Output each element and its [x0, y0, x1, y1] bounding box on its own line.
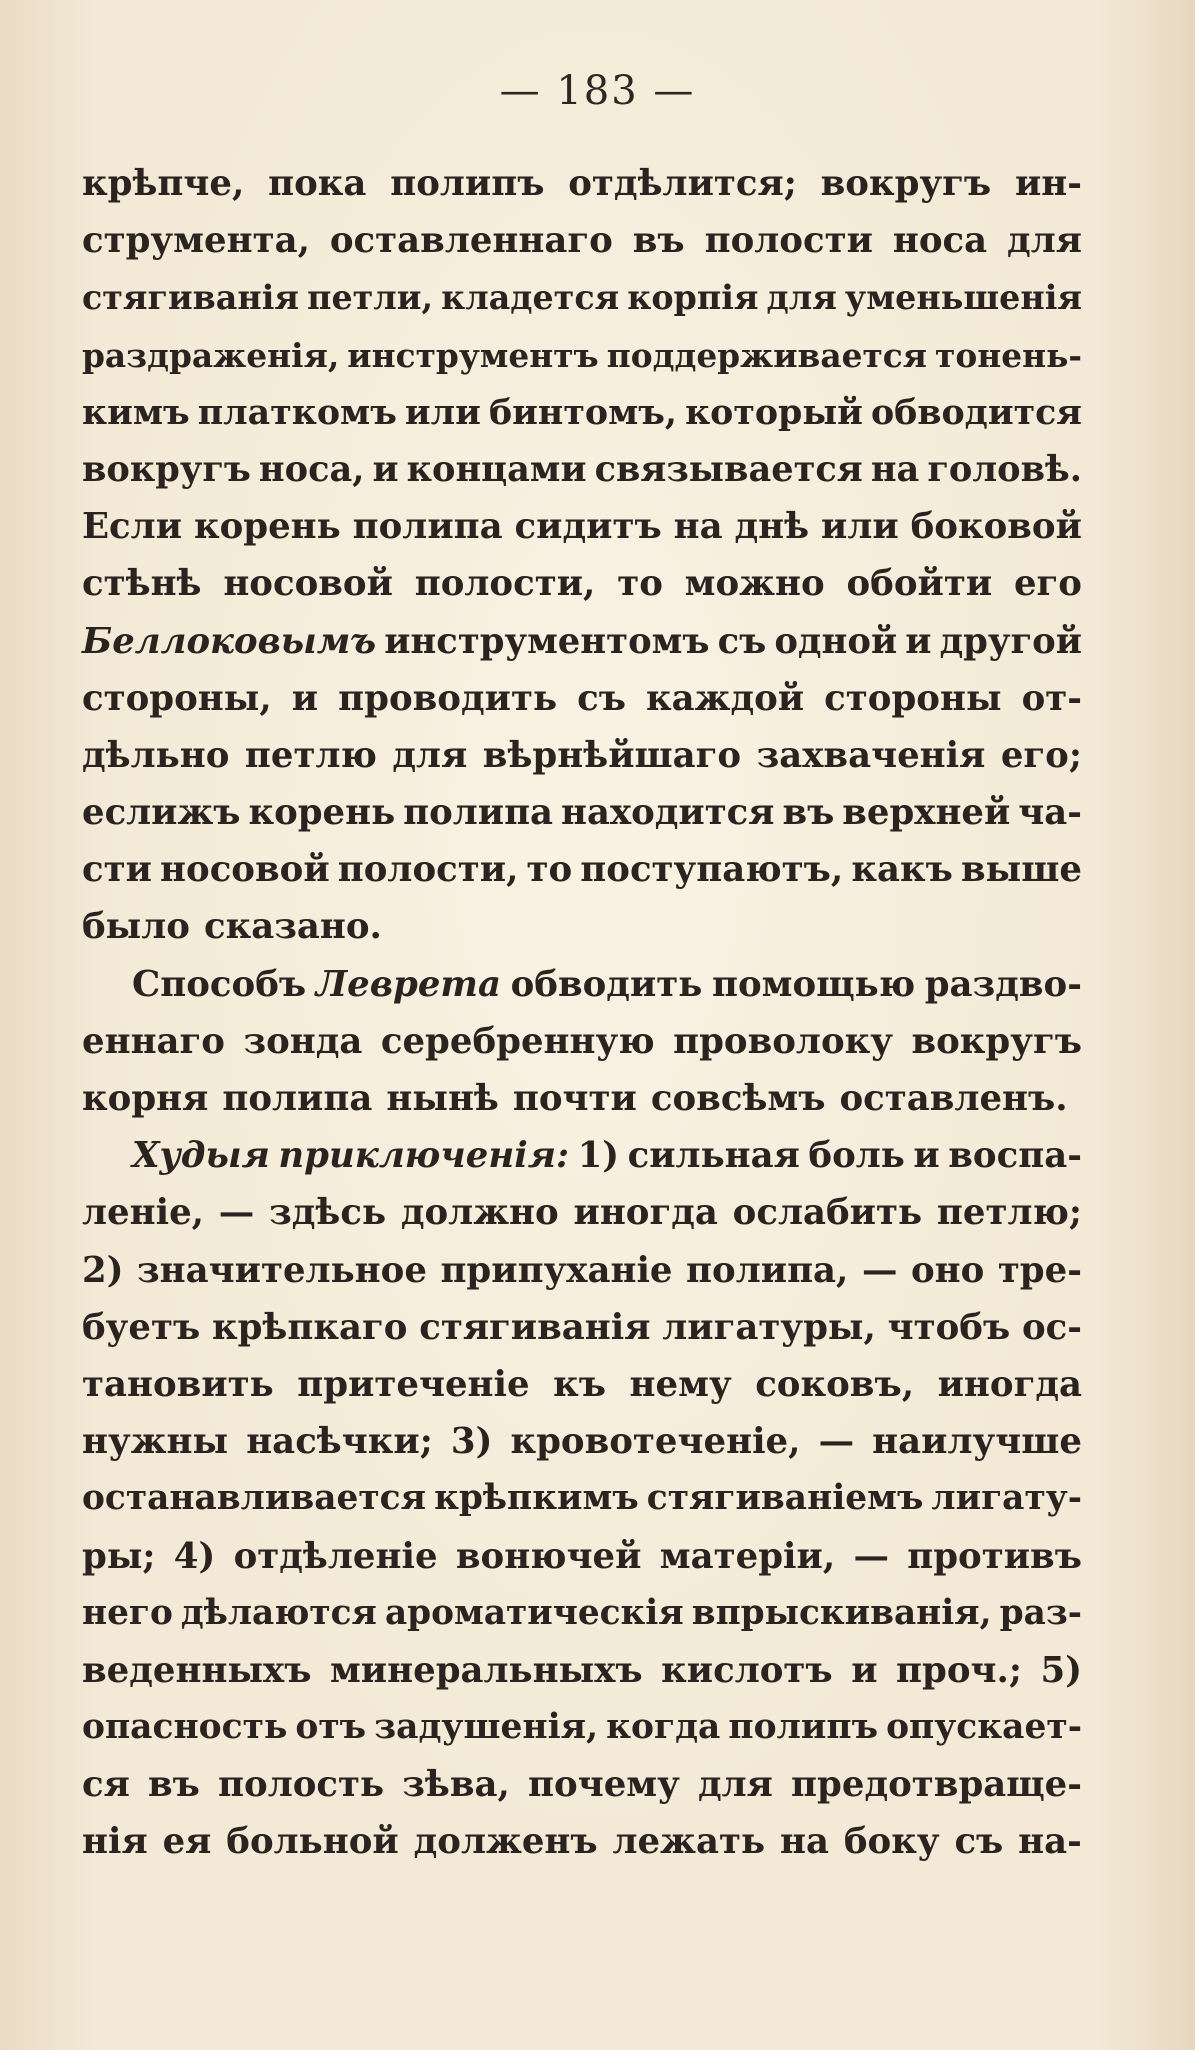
word: головѣ.	[927, 448, 1082, 490]
word: петлю;	[936, 1192, 1082, 1234]
word: ча-	[1018, 792, 1082, 834]
word: противъ	[907, 1535, 1082, 1577]
word: съ	[717, 620, 767, 662]
word: для	[392, 734, 468, 776]
word: для	[1007, 220, 1082, 262]
word: проводить	[338, 677, 558, 719]
word: полипъ	[728, 1707, 879, 1748]
word: полости	[704, 220, 873, 262]
word: корпія	[627, 278, 759, 318]
word: находится	[561, 792, 775, 834]
text-line	[82, 1413, 1082, 1470]
word: буетъ	[82, 1306, 201, 1348]
word: сидитъ	[514, 506, 662, 548]
word: дѣлаются	[180, 1592, 377, 1633]
word: проволоку	[673, 1020, 893, 1062]
word: кимъ	[82, 391, 190, 433]
word: поступаютъ,	[580, 849, 844, 891]
word: на	[779, 1821, 829, 1863]
text-line	[82, 670, 1082, 727]
body-text	[82, 155, 1082, 1871]
text-line	[82, 727, 1082, 784]
word: должно	[400, 1192, 559, 1234]
word: почему	[528, 1764, 680, 1806]
word: ос-	[1021, 1306, 1082, 1348]
word: от-	[1021, 677, 1082, 719]
word: полость	[218, 1764, 385, 1806]
word: дѣльно	[82, 734, 230, 776]
word: съ	[577, 677, 626, 719]
word: тановить	[82, 1363, 274, 1405]
word: обводится	[870, 391, 1082, 433]
text-line	[82, 1070, 1082, 1127]
word: сильная	[627, 1135, 800, 1177]
word: въ	[782, 792, 835, 834]
word: 2)	[82, 1249, 124, 1291]
word: инструментъ	[347, 335, 599, 375]
word: крѣпче,	[82, 163, 245, 204]
word: отдѣлится;	[568, 163, 797, 204]
word: чтобъ	[887, 1306, 1011, 1348]
text-line	[82, 784, 1082, 841]
word: для	[766, 278, 837, 318]
word: когда	[606, 1707, 721, 1748]
word: сти	[82, 849, 152, 891]
word: то	[617, 563, 663, 605]
word: боль	[808, 1135, 905, 1177]
word: раздраженія,	[82, 335, 340, 375]
word: насѣчки;	[246, 1421, 433, 1463]
word: отдѣленіе	[233, 1535, 438, 1577]
word: вокругъ	[82, 448, 251, 490]
word: оставленнаго	[329, 220, 613, 262]
word: зонда	[243, 1020, 363, 1062]
text-line	[82, 1242, 1082, 1299]
word: въ	[147, 1764, 200, 1806]
word: и	[291, 677, 319, 719]
text-line	[82, 1184, 1082, 1241]
word: 1)	[577, 1135, 620, 1177]
word: платкомъ	[197, 391, 397, 433]
word: который	[685, 391, 863, 433]
word: лигатуры,	[662, 1306, 876, 1348]
text-line	[82, 956, 1082, 1013]
word: —	[818, 1421, 855, 1463]
word: тонень-	[935, 335, 1082, 375]
word: или	[404, 391, 481, 433]
word: корень	[193, 506, 341, 548]
word: ин-	[1014, 163, 1082, 204]
word: больной	[226, 1821, 399, 1863]
word: его;	[1000, 734, 1082, 776]
word: струмента,	[82, 220, 310, 262]
word: обводить	[510, 963, 703, 1005]
text-line	[82, 441, 1082, 498]
word: носа,	[258, 448, 365, 490]
word: притеченіе	[297, 1363, 530, 1405]
word: стѣнѣ	[82, 563, 202, 605]
word: пока	[268, 163, 367, 204]
word: ся	[82, 1764, 130, 1806]
word: бинтомъ,	[488, 391, 678, 433]
italic-word: Левретa	[315, 963, 501, 1005]
word: задушенія,	[374, 1707, 599, 1748]
word: боку	[843, 1821, 940, 1863]
word: ея	[162, 1821, 212, 1863]
word: на-	[1018, 1821, 1082, 1863]
word: ароматическія	[384, 1592, 684, 1633]
word: значительное	[137, 1249, 427, 1291]
text-line	[82, 1470, 1082, 1527]
word: носа	[892, 220, 988, 262]
word: поддерживается	[606, 335, 927, 375]
text-line	[82, 841, 1082, 898]
word: боковой	[910, 506, 1082, 548]
word: серебренную	[380, 1020, 655, 1062]
text-line	[82, 1127, 1082, 1184]
text-line	[82, 555, 1082, 612]
word: останавливается	[82, 1478, 426, 1519]
word: петли,	[307, 278, 434, 318]
word: —	[218, 1192, 255, 1234]
word: —	[861, 1249, 898, 1291]
word: днѣ	[734, 506, 810, 548]
word: веденныхъ	[82, 1649, 312, 1691]
word: то	[526, 849, 573, 891]
text-line	[82, 498, 1082, 555]
word: для	[697, 1764, 773, 1806]
word: кислотъ	[661, 1649, 833, 1691]
word: леніе,	[82, 1192, 205, 1234]
word: и	[913, 1135, 940, 1177]
word: ры;	[82, 1535, 156, 1577]
word: припуханіе	[440, 1249, 673, 1291]
word: опасность	[82, 1707, 288, 1748]
word: верхней	[842, 792, 1011, 834]
word: нынѣ	[386, 1078, 499, 1119]
word: впрыскиванія,	[691, 1592, 992, 1633]
word: ослабить	[732, 1192, 923, 1234]
text-line	[82, 327, 1082, 384]
word: раз-	[999, 1592, 1082, 1633]
word: обойти	[846, 563, 993, 605]
word: стягиваніемъ	[646, 1478, 924, 1519]
word: стороны	[824, 677, 1002, 719]
word: здѣсь	[269, 1192, 387, 1234]
word: и	[851, 1649, 878, 1691]
text-line	[82, 613, 1082, 670]
word: его	[1013, 563, 1082, 605]
word: каждой	[645, 677, 805, 719]
word: 3)	[450, 1421, 493, 1463]
word: нія	[82, 1821, 148, 1863]
word: полипа	[222, 1078, 373, 1119]
word: можно	[684, 563, 825, 605]
text-line	[82, 1585, 1082, 1642]
word: совсѣмъ	[650, 1078, 826, 1119]
italic-word: Худыя	[132, 1135, 270, 1177]
word: минеральныхъ	[329, 1649, 643, 1691]
word: другой	[939, 620, 1082, 662]
word: раздво-	[924, 963, 1082, 1005]
word: крѣпкимъ	[434, 1478, 639, 1519]
word: и	[905, 620, 932, 662]
word: соковъ,	[755, 1363, 915, 1405]
word: Если	[82, 506, 183, 548]
text-line	[82, 1642, 1082, 1699]
word: вонючей	[455, 1535, 642, 1577]
text-line	[82, 155, 1082, 212]
text-line	[82, 212, 1082, 269]
word: кладется	[441, 278, 620, 318]
word: корень	[248, 792, 396, 834]
word: стороны,	[82, 677, 272, 719]
word: иногда	[937, 1363, 1082, 1405]
word: и	[372, 448, 399, 490]
word: кровотеченіе,	[510, 1421, 801, 1463]
text-line	[82, 1299, 1082, 1356]
word: захваченія	[756, 734, 986, 776]
word: или	[821, 506, 899, 548]
word: было	[82, 906, 190, 948]
word: полипа	[352, 506, 503, 548]
italic-word: приключенія:	[278, 1135, 570, 1177]
word: на	[870, 448, 920, 490]
word: еслижъ	[82, 792, 241, 834]
word: носовой	[160, 849, 330, 891]
word: проч.;	[896, 1649, 1022, 1691]
word: —	[853, 1535, 889, 1577]
word: опускает-	[886, 1707, 1082, 1748]
word: уменьшенія	[844, 278, 1082, 318]
word: предотвраще-	[791, 1764, 1082, 1806]
word: носовой	[223, 563, 393, 605]
text-line	[82, 269, 1082, 326]
word: воспа-	[948, 1135, 1082, 1177]
word: на	[673, 506, 723, 548]
word: 4)	[173, 1535, 216, 1577]
text-line	[82, 1013, 1082, 1070]
word: корня	[82, 1078, 209, 1119]
word: лежать	[612, 1821, 766, 1863]
word: матеріи,	[659, 1535, 836, 1577]
word: петлю	[244, 734, 377, 776]
text-line	[82, 1756, 1082, 1813]
text-line	[82, 1356, 1082, 1413]
word: крѣпкаго	[211, 1306, 408, 1348]
word: помощью	[712, 963, 916, 1005]
text-line	[82, 1528, 1082, 1585]
word: одной	[774, 620, 898, 662]
word: Способъ	[132, 963, 307, 1005]
word: вѣрнѣйшаго	[482, 734, 742, 776]
word: стягиванія	[82, 278, 300, 318]
word: какъ	[851, 849, 953, 891]
text-line	[82, 898, 1082, 955]
word: нужны	[82, 1421, 229, 1463]
word: полипъ	[390, 163, 545, 204]
word: почти	[512, 1078, 637, 1119]
word: еннаго	[82, 1020, 225, 1062]
word: сказано.	[203, 906, 382, 948]
word: лигату-	[931, 1478, 1082, 1519]
word: вокругъ	[820, 163, 992, 204]
page-number: — 183 —	[499, 68, 696, 114]
text-line	[82, 1699, 1082, 1756]
word: къ	[553, 1363, 607, 1405]
word: зѣва,	[402, 1764, 510, 1806]
word: оставленъ.	[839, 1078, 1068, 1119]
word: него	[82, 1592, 173, 1633]
word: полипа,	[686, 1249, 849, 1291]
italic-word: Беллоковымъ	[82, 620, 377, 662]
word: концами	[406, 448, 587, 490]
text-line	[82, 384, 1082, 441]
word: выше	[960, 849, 1082, 891]
word: инструментомъ	[384, 620, 710, 662]
word: тре-	[997, 1249, 1082, 1291]
word: вокругъ	[911, 1020, 1082, 1062]
word: отъ	[295, 1707, 367, 1748]
word: полости,	[337, 849, 519, 891]
word: долженъ	[413, 1821, 598, 1863]
word: оно	[910, 1249, 985, 1291]
word: иногда	[573, 1192, 718, 1234]
word: съ	[954, 1821, 1004, 1863]
word: связывается	[594, 448, 863, 490]
word: въ	[632, 220, 685, 262]
word: наилучше	[872, 1421, 1082, 1463]
word: стягиванія	[419, 1306, 651, 1348]
word: полости,	[414, 563, 596, 605]
word: нему	[629, 1363, 732, 1405]
word: полипа	[403, 792, 554, 834]
text-line	[82, 1813, 1082, 1870]
word: 5)	[1040, 1649, 1082, 1691]
